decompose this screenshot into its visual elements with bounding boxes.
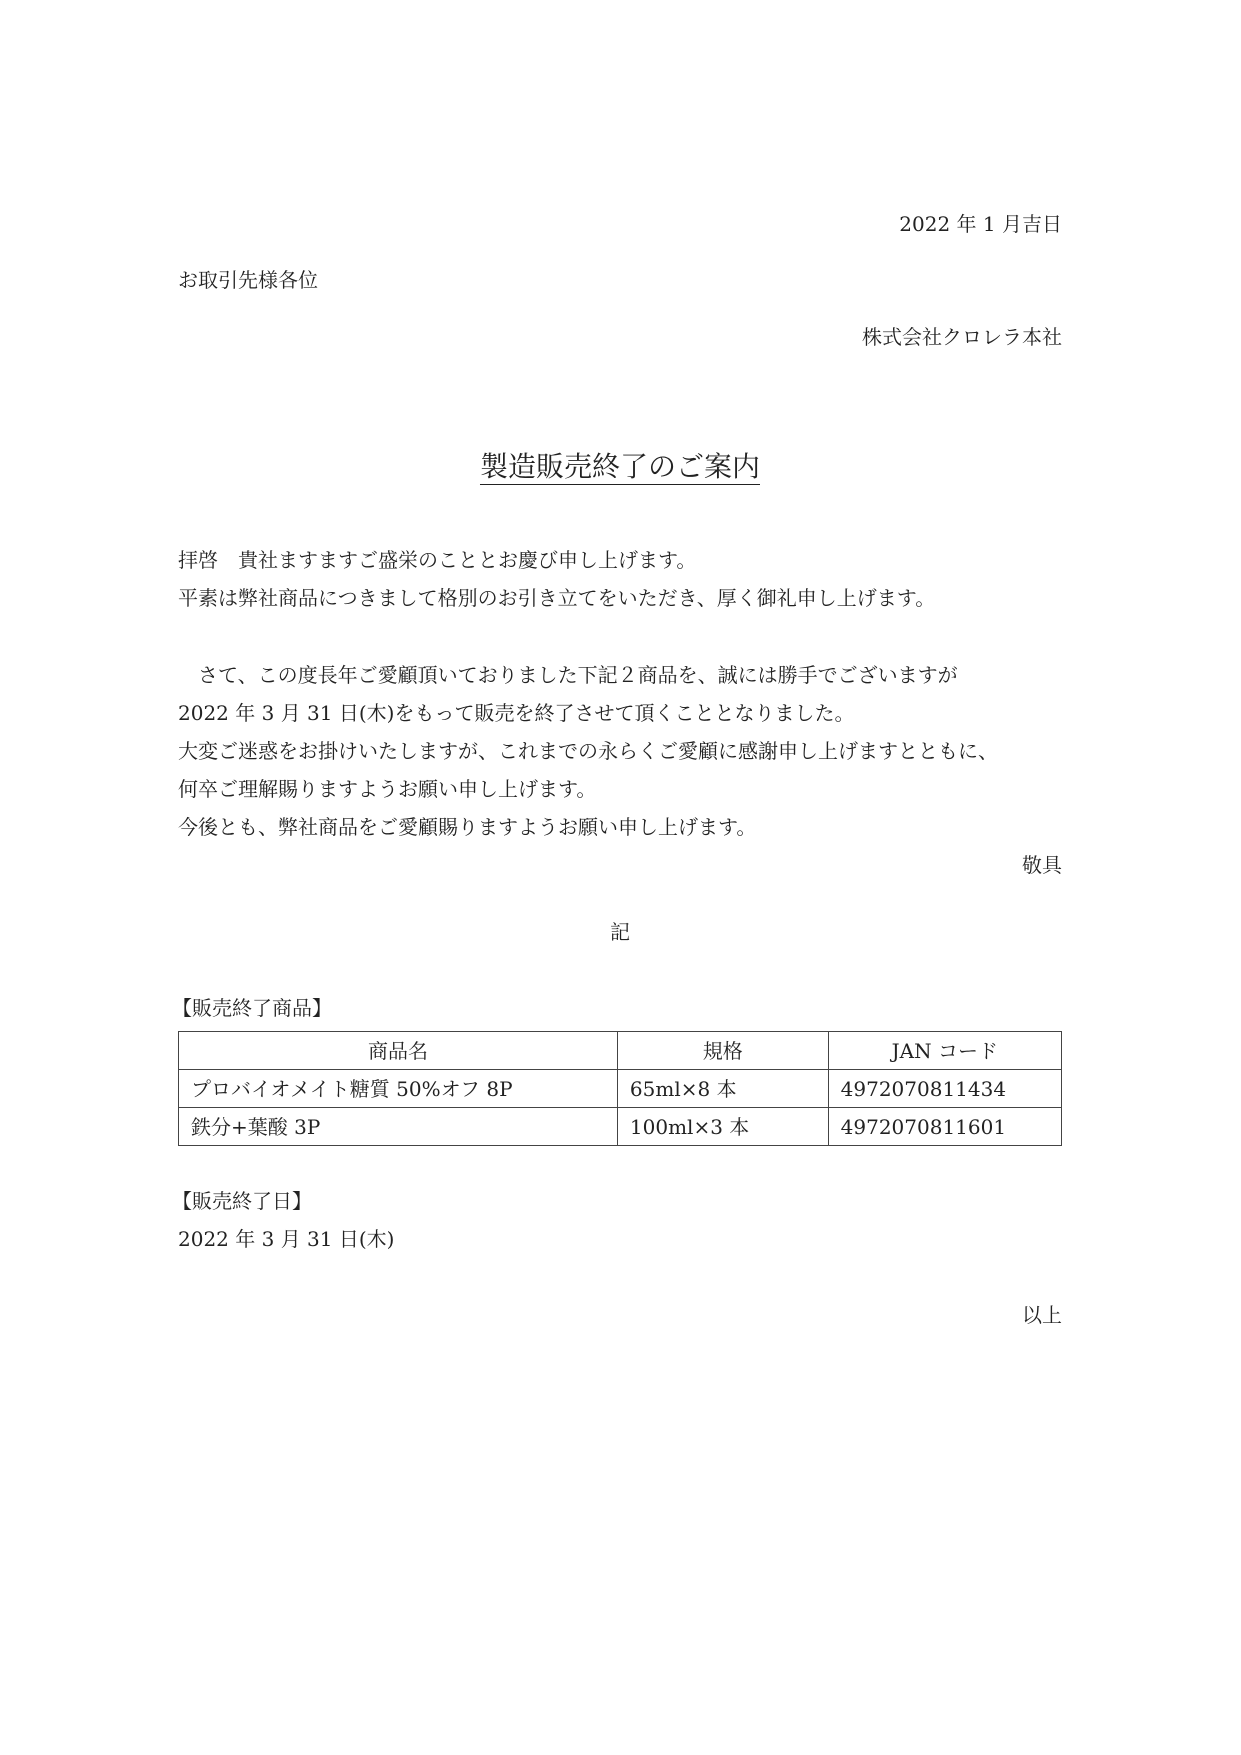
recipient: お取引先様各位 — [178, 268, 318, 292]
body-line-5: 大変ご迷惑をお掛けいたしますが、これまでの永らくご愛顧に感謝申し上げますとともに、 — [178, 739, 998, 763]
final-ijou: 以上 — [1022, 1303, 1062, 1327]
body-line-6: 何卒ご理解賜りますようお願い申し上げます。 — [178, 777, 597, 801]
column-header-jan-code: JAN コード — [828, 1032, 1061, 1070]
table-row — [179, 1070, 1062, 1108]
spec-cell: 65ml×8 本 — [617, 1070, 828, 1108]
body-line-1: 拝啓 貴社ますますご盛栄のこととお慶び申し上げます。 — [178, 548, 697, 572]
table-header-row — [179, 1032, 1062, 1070]
end-date-heading: 【販売終了日】 — [172, 1189, 312, 1213]
body-line-2: 平素は弊社商品につきまして格別のお引き立てをいただき、厚く御礼申し上げます。 — [178, 586, 936, 610]
jan-code-cell: 4972070811601 — [828, 1108, 1061, 1146]
ki-marker: 記 — [610, 920, 630, 944]
product-name-cell: 鉄分+葉酸 3P — [179, 1108, 618, 1146]
column-header-spec: 規格 — [617, 1032, 828, 1070]
products-table — [178, 1031, 1062, 1146]
closing-keigu: 敬具 — [1022, 853, 1062, 877]
document-page — [172, 0, 1062, 1755]
body-line-3: さて、この度長年ご愛顧頂いておりました下記２商品を、誠には勝手でございますが — [178, 663, 958, 687]
body-line-7: 今後とも、弊社商品をご愛顧賜りますようお願い申し上げます。 — [178, 815, 757, 839]
product-name-cell: プロバイオメイト糖質 50%オフ 8P — [179, 1070, 618, 1108]
table-row — [179, 1108, 1062, 1146]
products-heading: 【販売終了商品】 — [172, 996, 332, 1020]
end-date-value: 2022 年 3 月 31 日(木) — [178, 1227, 395, 1251]
jan-code-cell: 4972070811434 — [828, 1070, 1061, 1108]
document-title: 製造販売終了のご案内 — [479, 450, 760, 483]
body-line-4: 2022 年 3 月 31 日(木)をもって販売を終了させて頂くこととなりました。 — [178, 701, 855, 725]
sender: 株式会社クロレラ本社 — [862, 325, 1062, 349]
column-header-product-name: 商品名 — [179, 1032, 618, 1070]
spec-cell: 100ml×3 本 — [617, 1108, 828, 1146]
issue-date: 2022 年 1 月吉日 — [899, 212, 1062, 236]
